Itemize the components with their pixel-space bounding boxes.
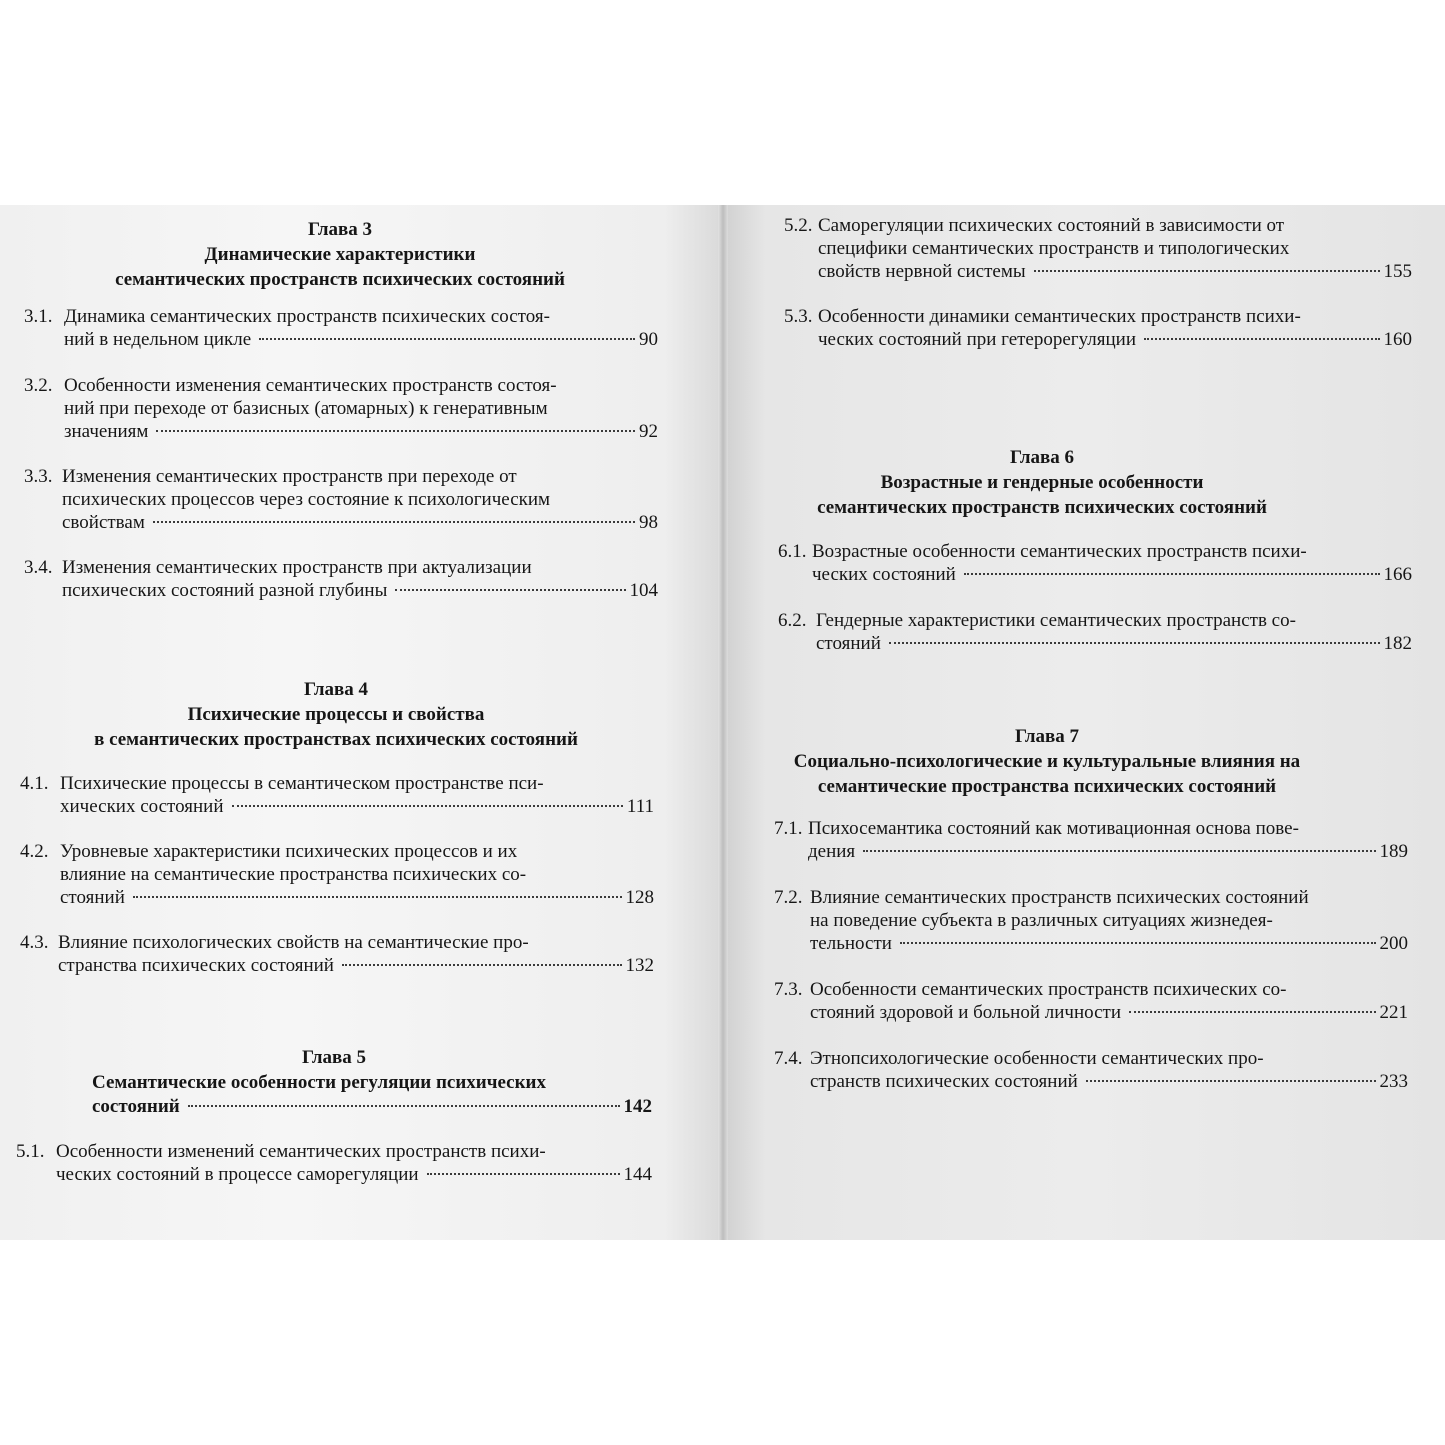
entry-text: Психические процессы в семантическом пространстве пси- [60,773,544,794]
page-number: 233 [1379,1071,1408,1092]
toc-entry-7-3 [774,978,1408,1028]
entry-text: ческих состояний при гетерорегуляции [818,329,1136,350]
entry-number: 7.3. [774,979,803,1000]
entry-number: 5.1. [16,1141,45,1162]
entry-text: Особенности динамики семантических пространств психи- [818,306,1301,327]
entry-text: Динамика семантических пространств психических состоя- [64,306,550,327]
chapter-4-heading [0,677,672,752]
entry-text: ний в недельном цикле [64,329,252,350]
entry-text: ний при переходе от базисных (атомарных) к генеративным [64,398,548,419]
toc-entry-3-4 [24,556,658,606]
entry-text: свойствам [62,512,145,533]
entry-text: значениям [64,421,149,442]
toc-entry-5-1 [16,1140,652,1190]
dot-leader [863,850,1375,852]
page-number: 142 [623,1096,652,1117]
page-number: 104 [629,580,658,601]
page-number: 189 [1379,841,1408,862]
page-number: 182 [1383,633,1412,654]
chapter-7-heading [732,724,1362,799]
entry-number: 3.1. [24,306,53,327]
entry-number: 4.1. [20,773,49,794]
chapter-title-line: состояний [92,1096,180,1117]
toc-entry-5-2 [784,214,1412,286]
entry-number: 7.1. [774,818,803,839]
entry-number: 3.3. [24,466,53,487]
page-number: 160 [1383,329,1412,350]
dot-leader [427,1173,620,1175]
entry-number: 3.2. [24,375,53,396]
chapter-title-line: Семантические особенности регуляции психических [92,1072,546,1093]
toc-entry-4-1 [20,772,654,822]
dot-leader [1086,1080,1376,1082]
chapter-title-line: Возрастные и гендерные особенности [880,472,1204,493]
entry-text: психических процессов через состояние к психологическим [62,489,551,510]
entry-text: свойств нервной системы [818,261,1026,282]
page-number: 92 [639,421,658,442]
toc-entry-6-2 [778,609,1412,659]
entry-text: ческих состояний [812,564,956,585]
chapter-title-line: семантических пространств психических состояний [115,269,565,290]
entry-text: хических состояний [60,796,224,817]
entry-text: Уровневые характеристики психических процессов и их [60,841,518,862]
entry-text: Гендерные характеристики семантических пространств со- [816,610,1296,631]
entry-text: Особенности изменения семантических пространств состоя- [64,375,557,396]
entry-text: стояний [60,887,125,908]
chapter-title-line: Динамические характеристики [204,244,476,265]
entry-text: специфики семантических пространств и типологических [818,238,1290,259]
book-gutter [718,205,728,1240]
dot-leader [900,942,1376,944]
entry-text: дения [808,841,856,862]
chapter-label: Глава 5 [301,1047,367,1068]
dot-leader [156,430,635,432]
page-number: 155 [1383,261,1412,282]
chapter-6-heading [722,445,1362,520]
toc-entry-3-1 [24,305,658,355]
book-spread [0,205,1445,1240]
chapter-label: Глава 3 [307,219,373,240]
page-number: 90 [639,329,658,350]
entry-number: 4.2. [20,841,49,862]
dot-leader [259,338,635,340]
page-number: 128 [625,887,654,908]
dot-leader [188,1105,620,1107]
page-number: 200 [1379,933,1408,954]
entry-text: Саморегуляции психических состояний в зависимости от [818,215,1285,236]
chapter-title-line: семантические пространства психических состояний [817,776,1277,797]
dot-leader [133,896,622,898]
dot-leader [1034,270,1380,272]
entry-text: Изменения семантических пространств при переходе от [62,466,517,487]
chapter-label: Глава 4 [303,679,369,700]
entry-number: 4.3. [20,932,49,953]
entry-number: 6.1. [778,541,807,562]
page-number: 132 [625,955,654,976]
entry-text: ческих состояний в процессе саморегуляции [56,1164,419,1185]
page-number: 221 [1379,1002,1408,1023]
chapter-title-line: Психические процессы и свойства [187,704,485,725]
entry-text: тельности [810,933,892,954]
dot-leader [153,521,635,523]
entry-text: на поведение субъекта в различных ситуациях жизнедея- [810,910,1273,931]
toc-entry-3-3 [24,465,658,537]
entry-number: 6.2. [778,610,807,631]
entry-number: 3.4. [24,557,53,578]
dot-leader [395,589,625,591]
entry-text: стояний [816,633,881,654]
page-number: 111 [626,796,654,817]
entry-number: 7.2. [774,887,803,908]
entry-text: Влияние семантических пространств психических состояний [810,887,1309,908]
toc-entry-4-2 [20,840,654,912]
dot-leader [342,964,622,966]
right-page [722,205,1445,1240]
entry-text: странств психических состояний [810,1071,1078,1092]
toc-entry-7-1 [774,817,1408,867]
toc-entry-3-2 [24,374,658,446]
chapter-3-heading [0,217,680,292]
toc-entry-7-2 [774,886,1408,958]
chapter-5-label [0,1045,668,1070]
page-number: 98 [639,512,658,533]
entry-text: стояний здоровой и больной личности [810,1002,1122,1023]
entry-text: влияние на семантические пространства психических со- [60,864,527,885]
entry-text: Изменения семантических пространств при актуализации [62,557,532,578]
page-number: 144 [623,1164,652,1185]
toc-entry-5-3 [784,305,1412,355]
entry-text: Влияние психологических свойств на семантические про- [58,932,529,953]
toc-entry-4-3 [20,931,654,981]
entry-text: Возрастные особенности семантических пространств психи- [812,541,1307,562]
entry-number: 7.4. [774,1048,803,1069]
chapter-title-line: семантических пространств психических состояний [817,497,1267,518]
page-number: 166 [1383,564,1412,585]
dot-leader [1144,338,1380,340]
chapter-5-title [92,1071,652,1121]
chapter-title-line: в семантических пространствах психических состояний [94,729,578,750]
entry-text: Особенности семантических пространств психических со- [810,979,1287,1000]
chapter-label: Глава 7 [1014,726,1080,747]
dot-leader [1129,1011,1375,1013]
dot-leader [964,573,1380,575]
left-page [0,205,722,1240]
entry-text: Особенности изменений семантических пространств психи- [56,1141,546,1162]
entry-text: Этнопсихологические особенности семантических про- [810,1048,1264,1069]
dot-leader [232,805,623,807]
toc-entry-6-1 [778,540,1412,590]
toc-entry-7-4 [774,1047,1408,1097]
entry-text: странства психических состояний [58,955,334,976]
chapter-label: Глава 6 [1009,447,1075,468]
entry-number: 5.2. [784,215,813,236]
entry-text: психических состояний разной глубины [62,580,388,601]
chapter-title-line: Социально-психологические и культуральные влияния на [793,751,1301,772]
dot-leader [889,642,1380,644]
entry-text: Психосемантика состояний как мотивационная основа пове- [808,818,1299,839]
entry-number: 5.3. [784,306,813,327]
